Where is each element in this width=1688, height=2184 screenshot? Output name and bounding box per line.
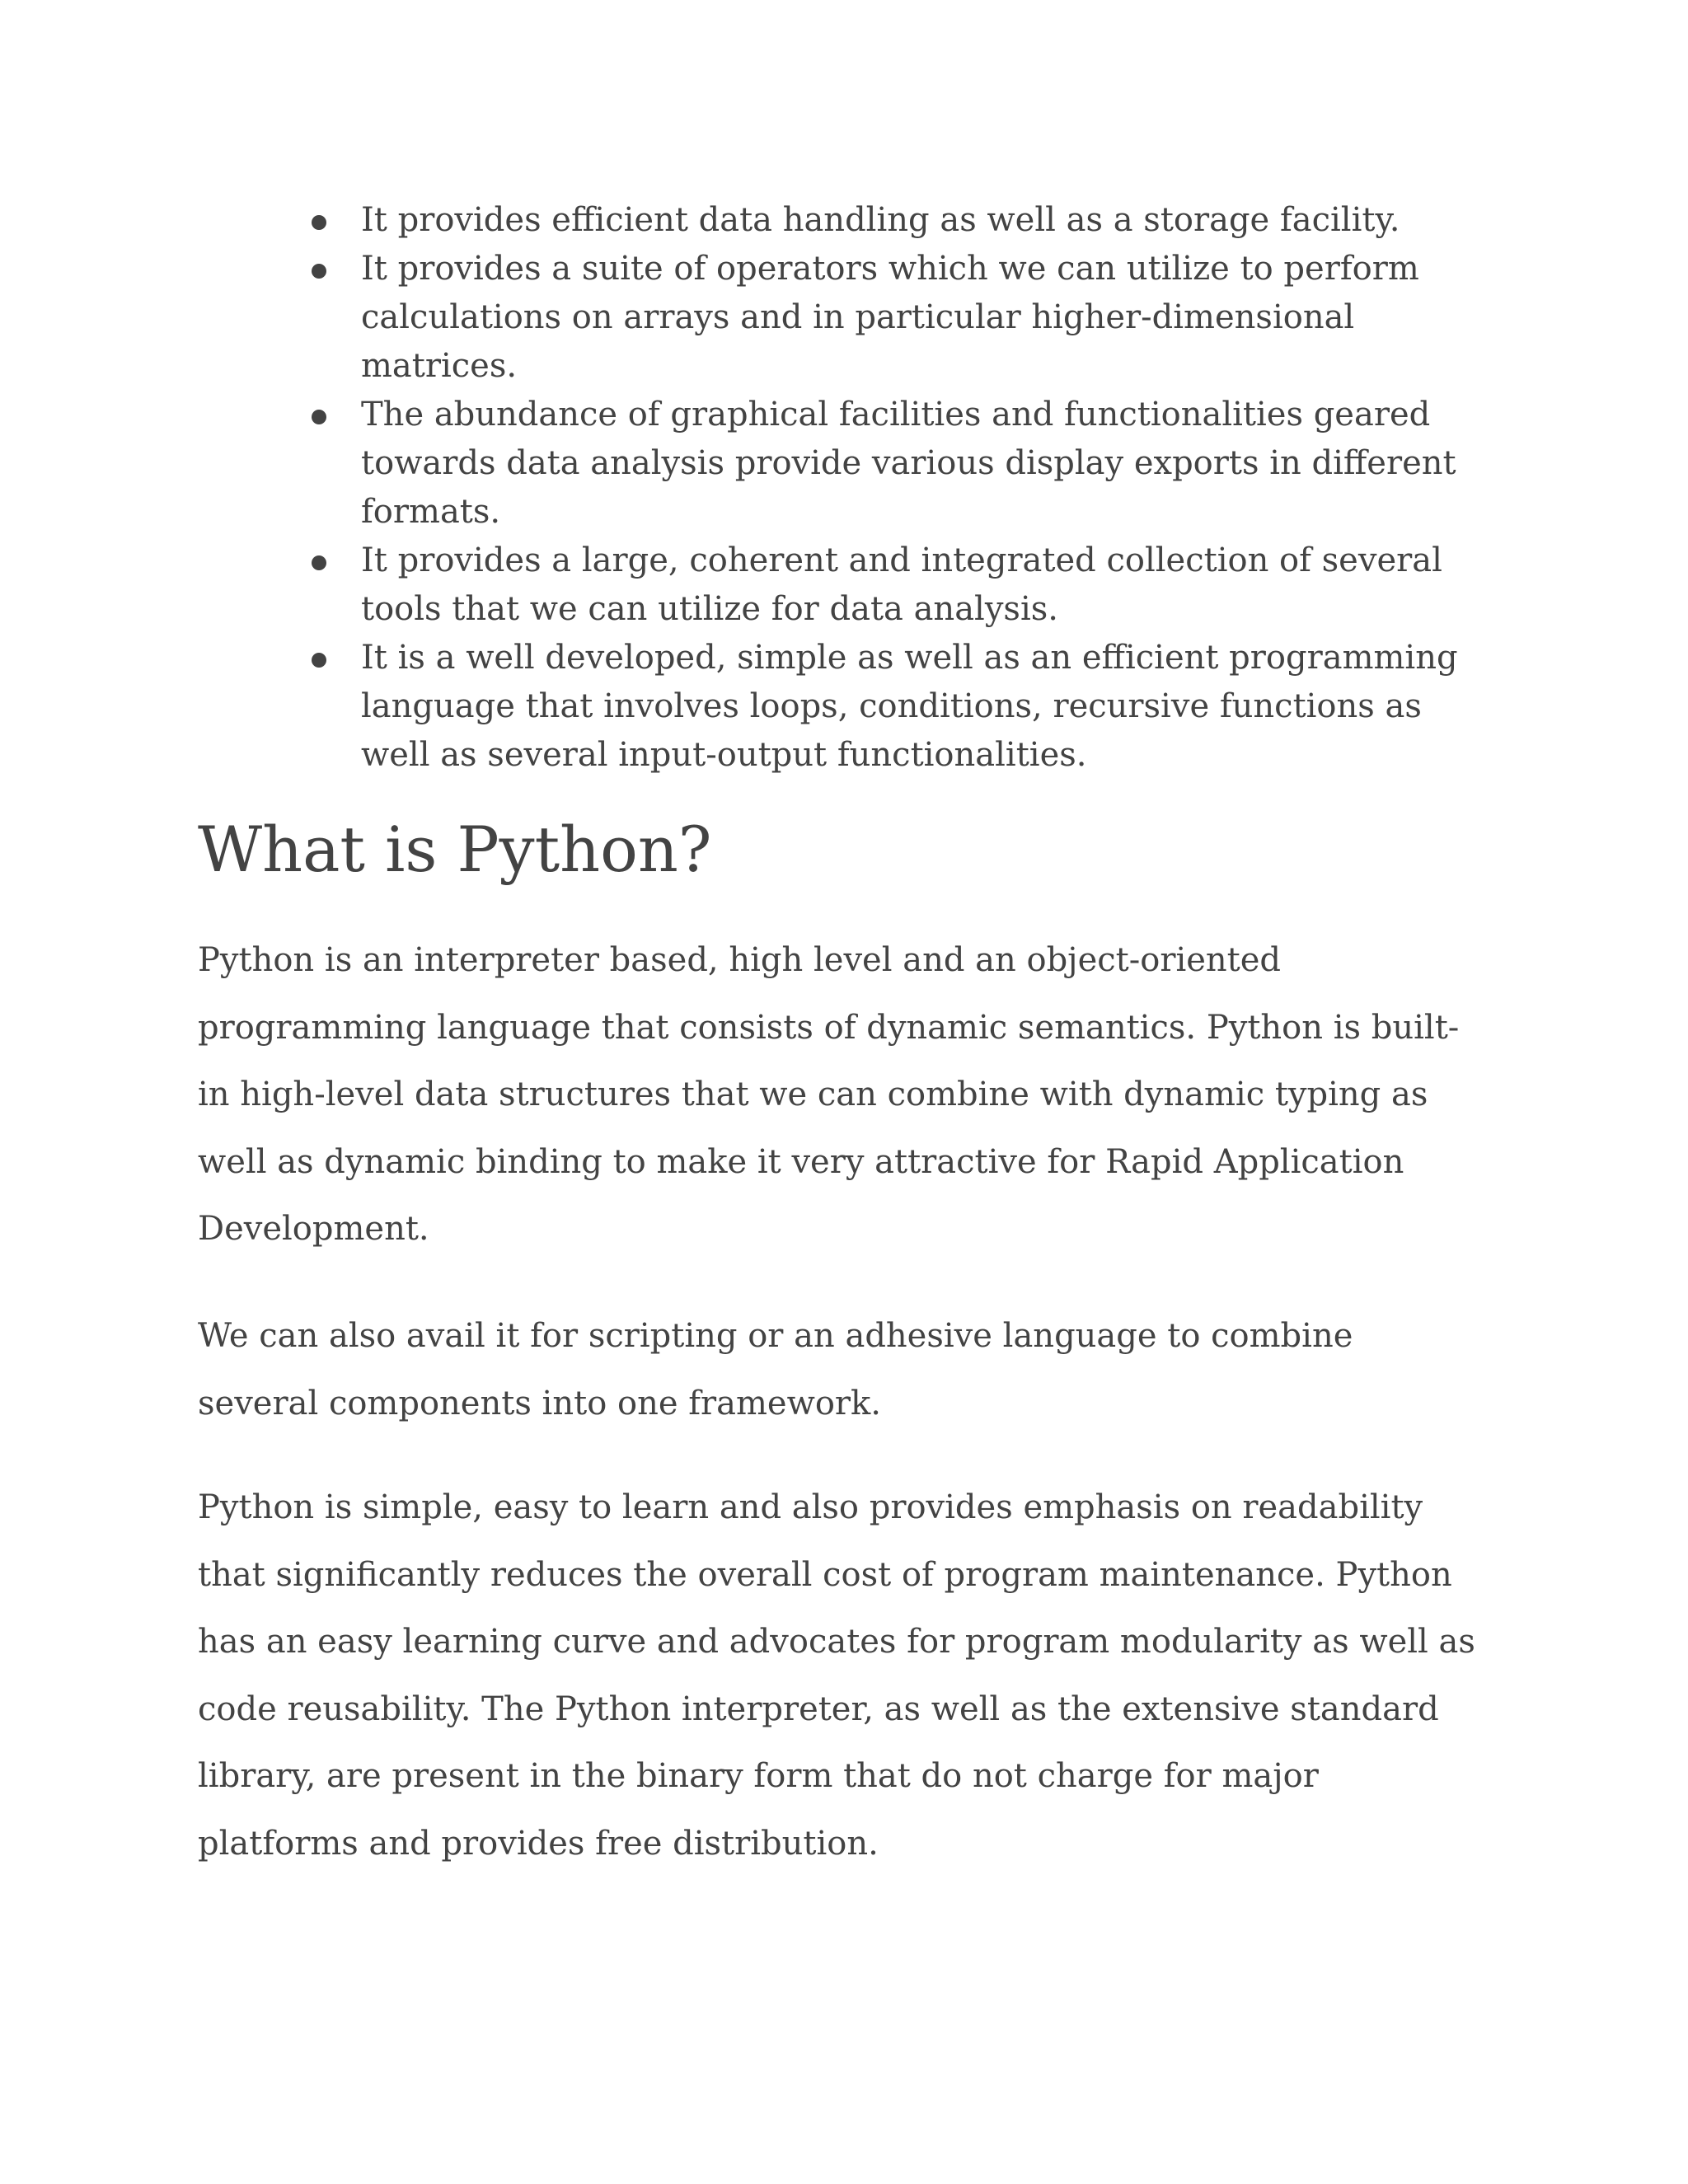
- bullet-dot-icon: [312, 653, 326, 668]
- section-heading: What is Python?: [198, 813, 712, 886]
- paragraph-python-scripting: We can also avail it for scripting or an adhesive language to combine several components into one framework.: [198, 1317, 1353, 1422]
- bullet-item: [312, 391, 1482, 537]
- paragraph-python-simplicity: Python is simple, easy to learn and also provides emphasis on readability that significantly reduces the overall cost of program maintenance. Python has an easy learning curve and advocates for program modularity as well as code reusability. The Python interpreter, as well as the extensive standard library, are present in the binary form that do not charge for major platforms and provides free distribution.: [198, 1488, 1475, 1863]
- bullet-dot-icon: [312, 555, 326, 570]
- bullet-text: It provides a large, coherent and integrated collection of several tools that we can utilize for data analysis.: [361, 541, 1442, 628]
- bullet-text: It is a well developed, simple as well as an efficient programming language that involves loops, conditions, recursive functions as well as several input-output functionalities.: [361, 639, 1458, 774]
- paragraph-python-intro: Python is an interpreter based, high level and an object-oriented programming language that consists of dynamic semantics. Python is built-in high-level data structures that we can combine with dynamic typing as well as dynamic binding to make it very attractive for Rapid Application Development.: [198, 941, 1460, 1248]
- bullet-item: [312, 245, 1482, 391]
- bullet-text: The abundance of graphical facilities and functionalities geared towards data analysis provide various display exports in different formats.: [361, 396, 1456, 531]
- bullet-item: [312, 537, 1482, 634]
- bullet-item: [312, 196, 1482, 245]
- feature-bullet-list: [312, 196, 1482, 780]
- bullet-text: It provides a suite of operators which we can utilize to perform calculations on arrays and in particular higher-dimensional matrices.: [361, 250, 1419, 385]
- bullet-text: It provides efficient data handling as well as a storage facility.: [361, 201, 1400, 239]
- bullet-dot-icon: [312, 410, 326, 424]
- bullet-item: [312, 634, 1482, 780]
- bullet-dot-icon: [312, 215, 326, 230]
- bullet-dot-icon: [312, 264, 326, 279]
